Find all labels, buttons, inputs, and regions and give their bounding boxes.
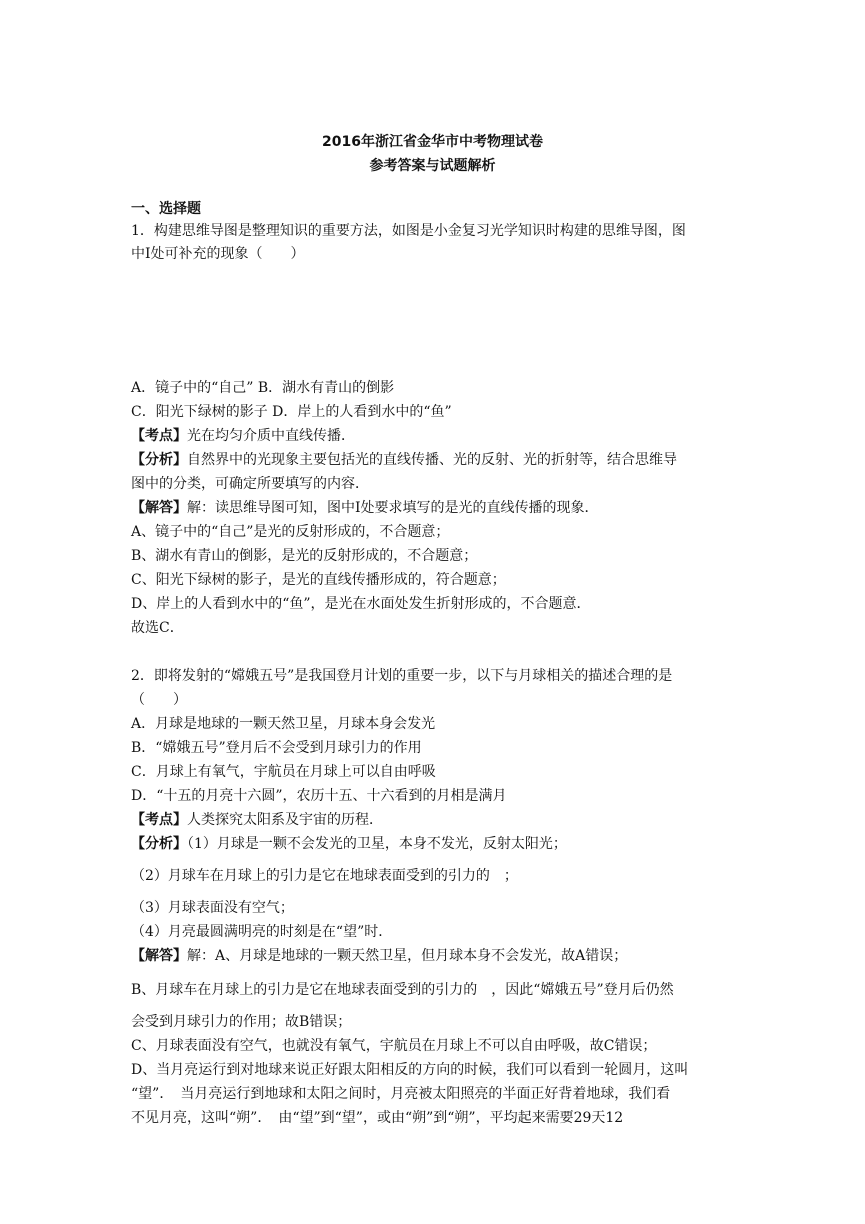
jieda-text-a: 解：A、月球是地球的一颗天然卫星，但月球本身不会发光，故A错误； xyxy=(187,948,628,964)
q2-jieda-d-line-2: “望”． 当月亮运行到地球和太阳之间时，月亮被太阳照亮的半面正好背着地球，我们看 xyxy=(131,1086,671,1102)
fenxi-tag: 【分析】 xyxy=(131,836,187,852)
q2-option-b: B．“嫦娥五号”登月后不会受到月球引力的作用 xyxy=(131,740,422,756)
q2-jieda-d-line-1: D、当月亮运行到对地球来说正好跟太阳相反的方向的时候，我们可以看到一轮圆月，这叫 xyxy=(131,1062,689,1078)
q2-jieda-b-line-2: 会受到月球引力的作用；故B错误； xyxy=(131,1014,352,1030)
q1-analysis-c: C、阳光下绿树的影子，是光的直线传播形成的，符合题意； xyxy=(131,572,506,588)
kaodian-text: 人类探究太阳系及宇宙的历程． xyxy=(187,812,383,828)
document-title: 2016年浙江省金华市中考物理试卷 xyxy=(322,134,543,150)
kaodian-tag: 【考点】 xyxy=(131,428,187,444)
q2-jieda xyxy=(131,946,627,966)
q1-figure-placeholder xyxy=(131,270,731,370)
q2-fenxi xyxy=(131,834,567,854)
q1-answer: 故选C． xyxy=(131,620,184,636)
q1-fenxi xyxy=(131,450,677,470)
q2-kaodian xyxy=(131,810,383,830)
jieda-text: 解：读思维导图可知，图中Ⅰ处要求填写的是光的直线传播的现象． xyxy=(187,500,599,516)
q1-stem-line-1: 1．构建思维导图是整理知识的重要方法，如图是小金复习光学知识时构建的思维导图，图 xyxy=(131,223,686,239)
jieda-tag: 【解答】 xyxy=(131,948,187,964)
q2-fenxi-line-4: （4）月亮最圆满明亮的时刻是在“望”时． xyxy=(131,924,393,940)
q2-stem-line-2: （ ） xyxy=(131,692,187,708)
fenxi-tag: 【分析】 xyxy=(131,452,187,468)
document-subtitle: 参考答案与试题解析 xyxy=(369,158,496,174)
q2-option-c: C．月球上有氧气，宇航员在月球上可以自由呼吸 xyxy=(131,764,436,780)
q1-kaodian xyxy=(131,426,355,446)
q1-jieda xyxy=(131,498,599,518)
q2-fenxi-line-3: （3）月球表面没有空气； xyxy=(131,900,294,916)
q1-options-line-1: A．镜子中的“自己” B．湖水有青山的倒影 xyxy=(131,380,395,396)
fenxi-text-1: 自然界中的光现象主要包括光的直线传播、光的反射、光的折射等，结合思维导 xyxy=(187,452,677,468)
q1-fenxi-line-2: 图中的分类，可确定所要填写的内容． xyxy=(131,476,369,492)
q1-analysis-a: A、镜子中的“自己”是光的反射形成的，不合题意； xyxy=(131,524,450,540)
q1-stem-line-2: 中Ⅰ处可补充的现象（ ） xyxy=(131,246,305,262)
q1-analysis-d: D、岸上的人看到水中的“鱼”，是光在水面处发生折射形成的，不合题意． xyxy=(131,596,591,612)
q2-jieda-b-line-1: B、月球车在月球上的引力是它在地球表面受到的引力的 ，因此“嫦娥五号”登月后仍然 xyxy=(131,982,674,998)
kaodian-tag: 【考点】 xyxy=(131,812,187,828)
kaodian-text: 光在均匀介质中直线传播． xyxy=(187,428,355,444)
q2-stem-line-1: 2．即将发射的“嫦娥五号”是我国登月计划的重要一步，以下与月球相关的描述合理的是 xyxy=(131,668,673,684)
q2-option-d: D．“十五的月亮十六圆”，农历十五、十六看到的月相是满月 xyxy=(131,788,507,804)
q2-jieda-c: C、月球表面没有空气，也就没有氧气，宇航员在月球上不可以自由呼吸，故C错误； xyxy=(131,1038,657,1054)
q2-fenxi-line-2: （2）月球车在月球上的引力是它在地球表面受到的引力的 ； xyxy=(131,868,518,884)
section-heading: 一、选择题 xyxy=(131,201,201,217)
q1-analysis-b: B、湖水有青山的倒影，是光的反射形成的，不合题意； xyxy=(131,548,478,564)
jieda-tag: 【解答】 xyxy=(131,500,187,516)
fenxi-text-1: （1）月球是一颗不会发光的卫星，本身不发光，反射太阳光； xyxy=(187,836,567,852)
q1-options-line-2: C．阳光下绿树的影子 D．岸上的人看到水中的“鱼” xyxy=(131,404,452,420)
q2-option-a: A．月球是地球的一颗天然卫星，月球本身会发光 xyxy=(131,716,436,732)
q2-jieda-d-line-3: 不见月亮，这叫“朔”． 由“望”到“望”，或由“朔”到“朔”，平均起来需要29天12 xyxy=(131,1110,624,1126)
